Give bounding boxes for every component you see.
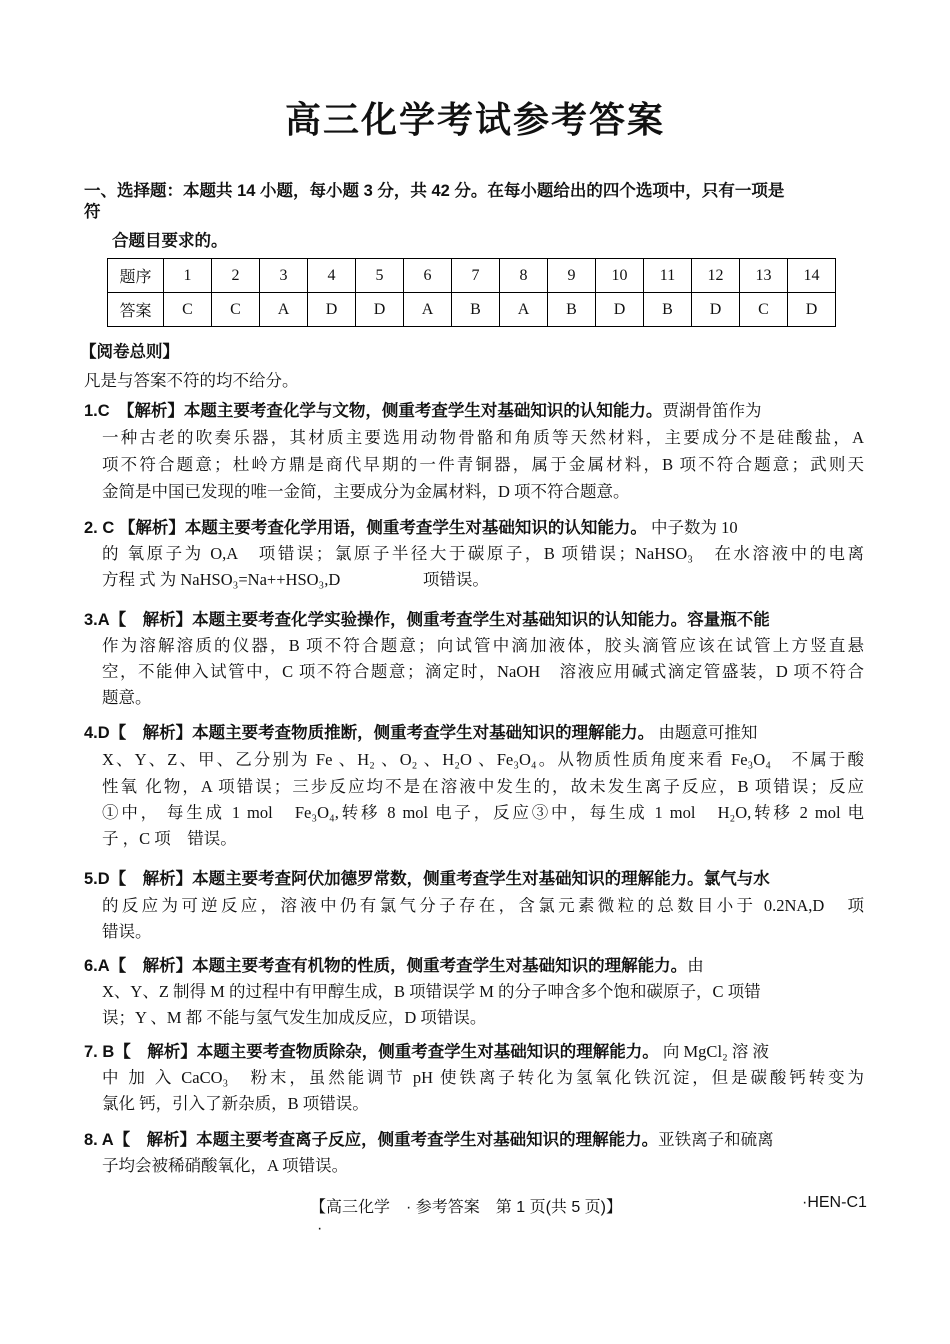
answer-item-1-line: 一种古老的吹奏乐器，其材质主要选用动物骨骼和角质等天然材料，主要成分不是硅酸盐，A	[102, 428, 864, 447]
table-cell: 11	[644, 259, 692, 293]
answer-text: 中子数为 10	[646, 518, 738, 537]
answer-item-7-line: 氯化 钙，引入了新杂质，B 项错误。	[102, 1094, 369, 1113]
table-cell: A	[500, 293, 548, 327]
answer-item-1-line	[84, 400, 761, 422]
answer-item-5-line: 的反应为可逆反应，溶液中仍有氯气分子存在，含氯元素微粒的总数目小于 0.2NA,D 项	[102, 896, 864, 915]
table-cell: D	[308, 293, 356, 327]
answer-text: 贾湖骨笛作为	[662, 401, 762, 420]
answer-lead: 4.D【 解析】本题主要考查物质推断，侧重考查学生对基础知识的理解能力。	[84, 724, 655, 742]
table-cell: 1	[164, 259, 212, 293]
footer-dot: ·	[317, 1220, 323, 1237]
answer-item-4-line: ①中， 每生成 1 mol Fe₃O₄,转移 8 mol 电子，反应③中，每生成 1 mol H₂O,转移 2 mol 电	[102, 803, 864, 822]
answer-item-1-line: 项不符合题意；杜岭方鼎是商代早期的一件青铜器，属于金属材料，B 项不符合题意；武则天	[102, 455, 864, 474]
table-cell: B	[452, 293, 500, 327]
answer-text: 氯气与水	[703, 870, 770, 888]
table-row-answers	[108, 293, 836, 327]
table-cell: A	[260, 293, 308, 327]
table-cell: 9	[548, 259, 596, 293]
table-cell: C	[164, 293, 212, 327]
answer-lead: 3.A【 解析】本题主要考查化学实验操作，侧重考查学生对基础知识的认知能力。	[84, 611, 688, 629]
answer-item-3-line: 作为溶解溶质的仪器，B 项不符合题意；向试管中滴加液体，胶头滴管应该在试管上方竖直悬	[102, 636, 864, 655]
row-header: 答案	[108, 293, 164, 327]
table-cell: 14	[788, 259, 836, 293]
answer-lead: 8. A【 解析】本题主要考查离子反应，侧重考查学生对基础知识的理解能力。	[84, 1131, 659, 1149]
section-heading-wrap: 符	[84, 203, 101, 221]
answer-item-6-line: X、Y、Z 制得 M 的过程中有甲醇生成，B 项错误学 M 的分子呻含多个饱和碳原子，C 项错	[102, 982, 761, 1001]
answer-item-1-line: 金简是中国已发现的唯一金简，主要成分为金属材料，D 项不符合题意。	[102, 482, 630, 501]
answer-item-5-line: 错误。	[102, 922, 152, 941]
answer-text: 由题意可推知	[654, 723, 758, 742]
table-cell: D	[356, 293, 404, 327]
table-cell: B	[644, 293, 692, 327]
table-cell: 13	[740, 259, 788, 293]
answer-item-6-line: 误；Y 、M 都 不能与氢气发生加成反应，D 项错误。	[102, 1008, 487, 1027]
table-cell: D	[596, 293, 644, 327]
answer-item-5-line	[84, 868, 770, 890]
footer-code: ·HEN-C1	[802, 1194, 867, 1211]
table-cell: 8	[500, 259, 548, 293]
table-cell: 7	[452, 259, 500, 293]
table-cell: B	[548, 293, 596, 327]
answer-text: 容量瓶不能	[687, 611, 770, 629]
answer-item-4-line: X、Y、Z、甲、乙分别为 Fe 、H₂ 、O₂ 、H₂O 、Fe₃O₄。从物质性质角度来看 Fe₃O₄ 不属于酸	[102, 750, 864, 769]
answer-lead: 5.D【 解析】本题主要考查阿伏加德罗常数，侧重考查学生对基础知识的理解能力。	[84, 870, 704, 888]
table-cell: 6	[404, 259, 452, 293]
answer-item-4-line: 子 ，C 项 错误。	[102, 829, 237, 848]
answer-item-2-line: 的 氧原子为 O,A 项错误；氯原子半径大于碳原子，B 项错误；NaHSO₃ 在水溶液中的电离	[102, 544, 864, 563]
table-row-numbers	[108, 259, 836, 293]
answer-lead: 2. C 【解析】本题主要考查化学用语，侧重考查学生对基础知识的认知能力。	[84, 519, 647, 537]
answer-text: 亚铁离子和硫离	[658, 1130, 774, 1149]
table-cell: C	[212, 293, 260, 327]
answer-item-8-line: 子均会被稀硝酸氧化，A 项错误。	[102, 1156, 349, 1175]
footer-page-info: 【高三化学 · 参考答案 第 1 页(共 5 页)】	[310, 1199, 623, 1216]
section-heading-cont: 合题目要求的。	[112, 232, 228, 250]
answer-item-6-line	[84, 955, 704, 977]
answer-item-3-line	[84, 609, 770, 631]
table-cell: 4	[308, 259, 356, 293]
answer-lead: 1.C 【解析】本题主要考查化学与文物，侧重考查学生对基础知识的认知能力。	[84, 402, 663, 420]
table-cell: C	[740, 293, 788, 327]
answer-text: 向 MgCl₂ 溶 液	[658, 1042, 770, 1061]
table-cell: D	[788, 293, 836, 327]
answer-lead: 7. B【 解析】本题主要考查物质除杂，侧重考查学生对基础知识的理解能力。	[84, 1043, 659, 1061]
answer-table	[107, 258, 836, 327]
answer-item-3-line: 题意。	[102, 688, 152, 707]
table-cell: 2	[212, 259, 260, 293]
table-cell: 12	[692, 259, 740, 293]
answer-item-4-line: 性氧 化物，A 项错误；三步反应均不是在溶液中发生的，故未发生离子反应，B 项错误；反应	[102, 777, 864, 796]
section-heading: 一、选择题：本题共 14 小题，每小题 3 分，共 42 分。在每小题给出的四个选项中，只有一项是	[84, 182, 785, 200]
page-title: 高三化学考试参考答案	[284, 99, 665, 140]
answer-item-2-line: 方程 式 为 NaHSO₃=Na++HSO₃,D 项错误。	[102, 570, 489, 589]
answer-item-8-line	[84, 1129, 774, 1151]
answer-item-4-line	[84, 722, 757, 744]
table-cell: D	[692, 293, 740, 327]
answer-text: 由	[687, 956, 704, 975]
answer-lead: 6.A【 解析】本题主要考查有机物的性质，侧重考查学生对基础知识的理解能力。	[84, 957, 688, 975]
table-cell: 5	[356, 259, 404, 293]
table-cell: 3	[260, 259, 308, 293]
table-cell: 10	[596, 259, 644, 293]
table-cell: A	[404, 293, 452, 327]
answer-item-3-line: 空，不能伸入试管中，C 项不符合题意；滴定时，NaOH 溶液应用碱式滴定管盛装，D 项不符合	[102, 662, 864, 681]
answer-item-7-line	[84, 1041, 769, 1063]
rules-text: 凡是与答案不符的均不给分。	[84, 371, 299, 390]
rules-heading: 【阅卷总则】	[80, 343, 179, 361]
answer-item-2-line	[84, 517, 738, 539]
row-header: 题序	[108, 259, 164, 293]
answer-item-7-line: 中 加 入 CaCO₃ 粉末，虽然能调节 pH 使铁离子转化为氢氧化铁沉淀，但是碳酸钙转变为	[102, 1068, 864, 1087]
